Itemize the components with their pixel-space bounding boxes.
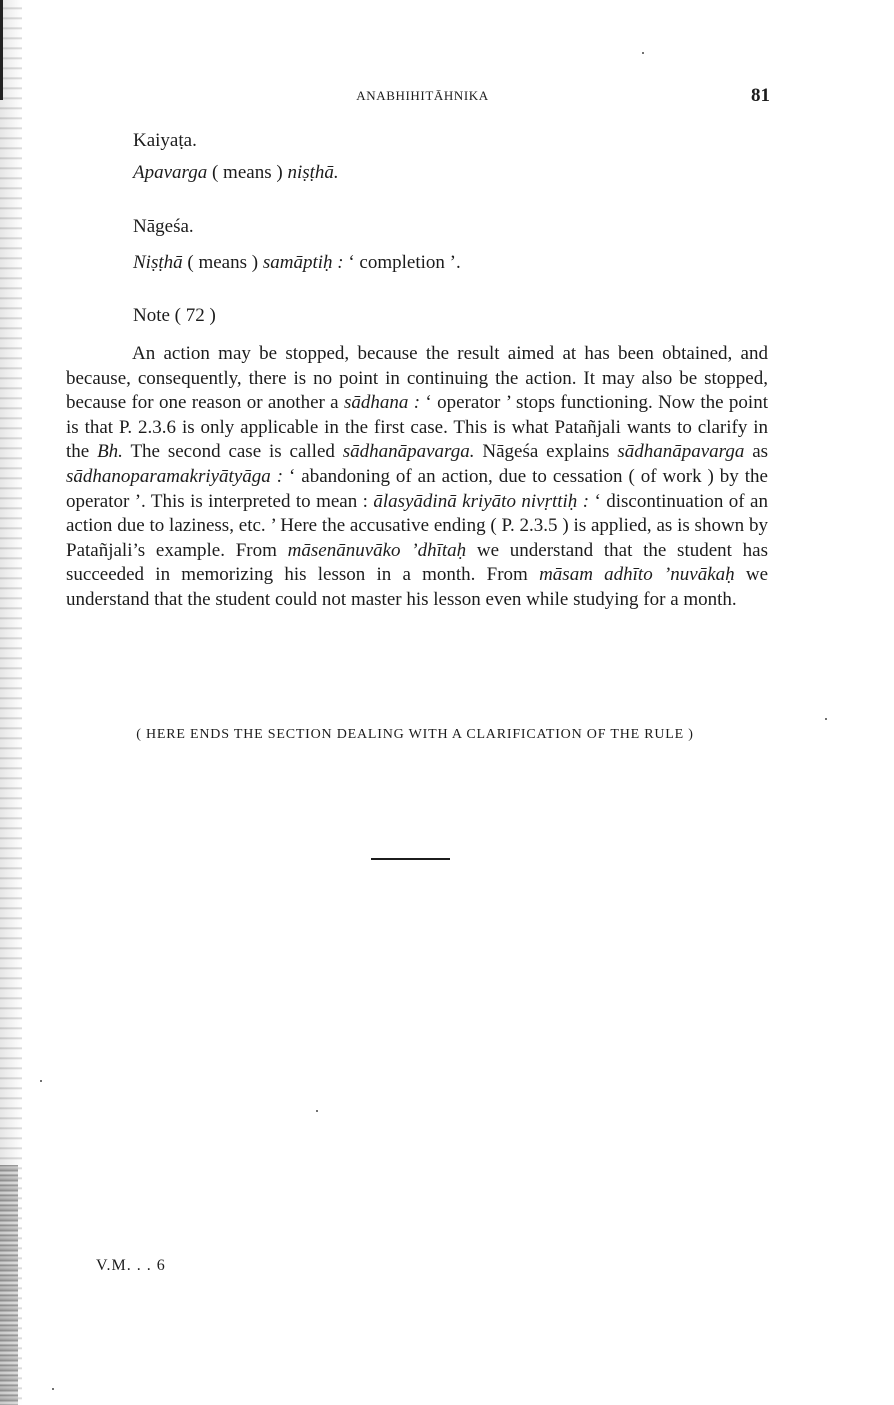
nagesa-gloss-line [133, 252, 461, 274]
nagesa-term: Niṣṭhā [133, 252, 183, 273]
note-text-5: as [744, 441, 769, 463]
note-term-1: sādhana : [343, 392, 421, 414]
scan-speck [642, 52, 644, 54]
note-text-4: Nāgeśa explains [474, 441, 618, 463]
note-term-3: sādhanāpavarga. [342, 441, 475, 463]
kaiyata-term: Apavarga [133, 162, 208, 183]
note-text-1: An action may be stopped, because the result aimed at has been obtained, and because, consequently, there is no point in continuing the action. It may also be stopped, because for one reason or another a [66, 343, 768, 414]
scan-speck [40, 1080, 42, 1082]
running-title: ANABHIHITĀHNIKA [356, 88, 489, 103]
nagesa-translation: ‘ completion ’. [348, 252, 461, 273]
nagesa-heading: Nāgeśa. [133, 216, 194, 237]
signature-mark: V.M. . . 6 [96, 1257, 166, 1274]
end-divider [371, 858, 450, 860]
note-term-5: sādhanoparamakriyātyāga : [66, 465, 284, 487]
kaiyata-gloss: niṣṭhā. [287, 162, 339, 183]
note-term-4: sādhanāpavarga [617, 441, 745, 463]
note-paragraph [66, 342, 768, 613]
note-term-2: Bh. [97, 441, 123, 463]
note-text-3: The second case is called [122, 441, 343, 463]
nagesa-means: ( means ) [187, 252, 259, 273]
note-text-6: ‘ abandoning of an action, due to cessation ( of work ) by the operator ’. This is interpreted to mean : [66, 465, 768, 512]
note-heading: Note ( 72 ) [133, 305, 216, 326]
note-text-7: ‘ discontinuation of an action due to laziness, etc. ’ Here the accusative ending ( P. 2.3.5 ) is applied, as is shown by Patañjali’s example. From [66, 490, 768, 561]
section-end-note: ( HERE ENDS THE SECTION DEALING WITH A CLARIFICATION OF THE RULE ) [136, 727, 694, 742]
note-term-6: ālasyādinā kriyāto nivṛttiḥ : [373, 490, 590, 512]
note-text-8: we understand that the student has succeeded in memorizing his lesson in a month. From [66, 539, 768, 586]
kaiyata-heading: Kaiyaṭa. [133, 130, 197, 151]
note-text-2: ‘ operator ’ stops functioning. Now the point is that P. 2.3.6 is only applicable in the first case. This is what Patañjali wants to clarify in the [66, 392, 768, 463]
note-term-7: māsenānuvāko ’dhītaḥ [287, 539, 467, 561]
scan-edge-shadow [0, 0, 22, 1405]
kaiyata-gloss-line [133, 162, 339, 184]
kaiyata-means: ( means ) [211, 162, 283, 183]
note-text-9: we understand that the student could not master his lesson even while studying for a month. [66, 564, 769, 610]
scan-speck [316, 1110, 318, 1112]
scan-speck [52, 1388, 54, 1390]
page-number: 81 [751, 85, 770, 106]
scan-speck [825, 718, 827, 720]
note-term-8: māsam adhīto ’nuvākaḥ [539, 564, 735, 586]
nagesa-gloss: samāptiḥ : [262, 252, 344, 273]
